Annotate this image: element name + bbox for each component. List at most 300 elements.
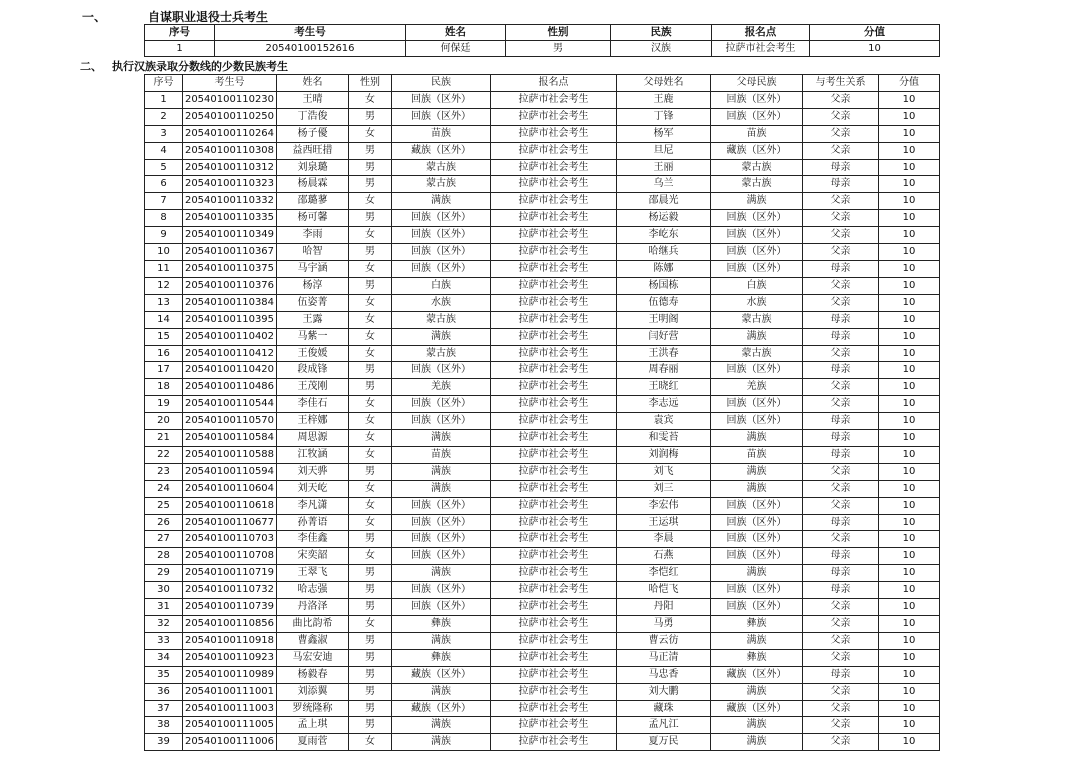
table-cell: 回族（区外） <box>711 244 803 261</box>
table-cell: 回族（区外） <box>392 108 491 125</box>
table-cell: 20540100110376 <box>183 277 277 294</box>
table-cell: 拉萨市社会考生 <box>491 210 617 227</box>
table-cell: 回族（区外） <box>711 260 803 277</box>
table-cell: 回族（区外） <box>711 108 803 125</box>
table-cell: 回族（区外） <box>711 497 803 514</box>
table-cell: 1 <box>145 91 183 108</box>
table-row <box>145 41 940 57</box>
table-cell: 男 <box>349 176 392 193</box>
table-cell: 杨子優 <box>277 125 349 142</box>
table-cell: 拉萨市社会考生 <box>491 463 617 480</box>
table-cell: 拉萨市社会考生 <box>491 159 617 176</box>
table-cell: 母亲 <box>803 548 879 565</box>
table-cell: 拉萨市社会考生 <box>491 514 617 531</box>
table-cell: 女 <box>349 260 392 277</box>
table-cell: 母亲 <box>803 176 879 193</box>
table-cell: 乌兰 <box>617 176 711 193</box>
table-cell: 邵璐蓼 <box>277 193 349 210</box>
table-cell: 母亲 <box>803 565 879 582</box>
column-header: 民族 <box>611 25 712 41</box>
table-cell: 刘润梅 <box>617 446 711 463</box>
table-cell: 10 <box>879 430 940 447</box>
table-cell: 母亲 <box>803 446 879 463</box>
table-cell: 10 <box>879 480 940 497</box>
table-cell: 23 <box>145 463 183 480</box>
table-row <box>145 548 940 565</box>
table-cell: 满族 <box>392 193 491 210</box>
table-cell: 李佳石 <box>277 396 349 413</box>
table-cell: 12 <box>145 277 183 294</box>
table-cell: 杨运毅 <box>617 210 711 227</box>
table-cell: 拉萨市社会考生 <box>491 345 617 362</box>
table-cell: 20540100110584 <box>183 430 277 447</box>
table-cell: 男 <box>349 632 392 649</box>
table-cell: 10 <box>879 210 940 227</box>
table-cell: 邵晨光 <box>617 193 711 210</box>
table-cell: 回族（区外） <box>392 227 491 244</box>
table-cell: 拉萨市社会考生 <box>712 41 810 57</box>
table-cell: 回族（区外） <box>711 227 803 244</box>
table-cell: 36 <box>145 683 183 700</box>
table-row <box>145 294 940 311</box>
table-cell: 拉萨市社会考生 <box>491 227 617 244</box>
table-cell: 20540100110588 <box>183 446 277 463</box>
column-header: 父母姓名 <box>617 75 711 92</box>
table-cell: 10 <box>879 345 940 362</box>
table-cell: 父亲 <box>803 599 879 616</box>
table-cell: 拉萨市社会考生 <box>491 717 617 734</box>
table-cell: 父亲 <box>803 616 879 633</box>
table-cell: 31 <box>145 599 183 616</box>
table-cell: 刘三 <box>617 480 711 497</box>
table-cell: 刘大鹏 <box>617 683 711 700</box>
table-cell: 回族（区外） <box>711 413 803 430</box>
table-cell: 回族（区外） <box>392 582 491 599</box>
table-cell: 男 <box>349 717 392 734</box>
section1-table-body <box>145 41 940 57</box>
table-cell: 满族 <box>711 480 803 497</box>
section1-header-row <box>145 25 940 41</box>
table-cell: 男 <box>349 142 392 159</box>
table-cell: 蒙古族 <box>711 345 803 362</box>
table-cell: 王晓红 <box>617 379 711 396</box>
table-cell: 7 <box>145 193 183 210</box>
table-cell: 回族（区外） <box>711 210 803 227</box>
table-cell: 拉萨市社会考生 <box>491 700 617 717</box>
table-cell: 20540100110923 <box>183 649 277 666</box>
table-cell: 10 <box>879 193 940 210</box>
table-cell: 王梓娜 <box>277 413 349 430</box>
table-cell: 母亲 <box>803 666 879 683</box>
table-cell: 男 <box>349 362 392 379</box>
table-cell: 20540100110570 <box>183 413 277 430</box>
table-cell: 回族（区外） <box>711 514 803 531</box>
table-cell: 拉萨市社会考生 <box>491 649 617 666</box>
table-cell: 周春丽 <box>617 362 711 379</box>
table-cell: 14 <box>145 311 183 328</box>
table-row <box>145 430 940 447</box>
table-cell: 20540100110332 <box>183 193 277 210</box>
table-cell: 20540100110604 <box>183 480 277 497</box>
table-cell: 王明阁 <box>617 311 711 328</box>
table-cell: 女 <box>349 328 392 345</box>
table-cell: 10 <box>879 717 940 734</box>
table-cell: 羌族 <box>711 379 803 396</box>
table-cell: 父亲 <box>803 193 879 210</box>
table-cell: 拉萨市社会考生 <box>491 362 617 379</box>
table-cell: 回族（区外） <box>392 396 491 413</box>
table-row <box>145 176 940 193</box>
section1-title: 自谋职业退役士兵考生 <box>148 10 269 24</box>
table-cell: 水族 <box>711 294 803 311</box>
table-row <box>145 717 940 734</box>
table-cell: 10 <box>879 277 940 294</box>
table-cell: 杨军 <box>617 125 711 142</box>
table-row <box>145 142 940 159</box>
table-row <box>145 227 940 244</box>
table-cell: 男 <box>506 41 611 57</box>
table-cell: 藏族（区外） <box>392 666 491 683</box>
column-header: 报名点 <box>712 25 810 41</box>
table-cell: 和雯苔 <box>617 430 711 447</box>
table-cell: 38 <box>145 717 183 734</box>
table-cell: 25 <box>145 497 183 514</box>
table-cell: 10 <box>879 649 940 666</box>
table-cell: 伍德寿 <box>617 294 711 311</box>
table-cell: 刘飞 <box>617 463 711 480</box>
table-cell: 父亲 <box>803 734 879 751</box>
section1-heading <box>82 8 268 25</box>
table-cell: 20540100110384 <box>183 294 277 311</box>
table-row <box>145 463 940 480</box>
table-row <box>145 565 940 582</box>
table-cell: 父亲 <box>803 683 879 700</box>
table-cell: 20540100110312 <box>183 159 277 176</box>
table-cell: 27 <box>145 531 183 548</box>
table-cell: 20540100110250 <box>183 108 277 125</box>
table-cell: 蒙古族 <box>392 345 491 362</box>
table-cell: 彝族 <box>711 616 803 633</box>
table-cell: 22 <box>145 446 183 463</box>
table-cell: 父亲 <box>803 463 879 480</box>
table-cell: 旦尼 <box>617 142 711 159</box>
table-cell: 父亲 <box>803 396 879 413</box>
table-cell: 拉萨市社会考生 <box>491 632 617 649</box>
table-cell: 蒙古族 <box>392 311 491 328</box>
table-cell: 18 <box>145 379 183 396</box>
table-cell: 回族（区外） <box>392 362 491 379</box>
table-cell: 男 <box>349 277 392 294</box>
table-cell: 周思源 <box>277 430 349 447</box>
table-cell: 拉萨市社会考生 <box>491 480 617 497</box>
table-cell: 20540100110402 <box>183 328 277 345</box>
section2-title: 执行汉族录取分数线的少数民族考生 <box>112 60 288 73</box>
table-cell: 男 <box>349 210 392 227</box>
table-cell: 母亲 <box>803 514 879 531</box>
table-cell: 母亲 <box>803 159 879 176</box>
table-row <box>145 683 940 700</box>
table-cell: 父亲 <box>803 649 879 666</box>
table-cell: 满族 <box>711 683 803 700</box>
table-cell: 曹云彷 <box>617 632 711 649</box>
table-row <box>145 734 940 751</box>
table-cell: 20540100110308 <box>183 142 277 159</box>
table-cell: 10 <box>879 514 940 531</box>
table-cell: 满族 <box>711 565 803 582</box>
table-cell: 拉萨市社会考生 <box>491 413 617 430</box>
table-cell: 水族 <box>392 294 491 311</box>
table-row <box>145 210 940 227</box>
table-cell: 10 <box>879 227 940 244</box>
table-cell: 满族 <box>392 632 491 649</box>
table-cell: 女 <box>349 396 392 413</box>
table-cell: 满族 <box>711 734 803 751</box>
table-cell: 20540100152616 <box>215 41 406 57</box>
table-row <box>145 277 940 294</box>
table-cell: 李雨 <box>277 227 349 244</box>
table-cell: 女 <box>349 446 392 463</box>
table-cell: 哈志强 <box>277 582 349 599</box>
table-cell: 20540100110703 <box>183 531 277 548</box>
table-cell: 彝族 <box>392 649 491 666</box>
table-cell: 拉萨市社会考生 <box>491 176 617 193</box>
table-cell: 宋奕韶 <box>277 548 349 565</box>
table-cell: 28 <box>145 548 183 565</box>
table-cell: 哈继兵 <box>617 244 711 261</box>
section2-heading <box>80 58 288 74</box>
table-cell: 母亲 <box>803 260 879 277</box>
table-cell: 20540100110677 <box>183 514 277 531</box>
table-cell: 母亲 <box>803 413 879 430</box>
table-cell: 19 <box>145 396 183 413</box>
table-cell: 20540100110420 <box>183 362 277 379</box>
table-cell: 拉萨市社会考生 <box>491 666 617 683</box>
table-cell: 杨国栋 <box>617 277 711 294</box>
table-cell: 20540100110708 <box>183 548 277 565</box>
table-cell: 父亲 <box>803 277 879 294</box>
table-cell: 拉萨市社会考生 <box>491 294 617 311</box>
table-cell: 10 <box>879 700 940 717</box>
table-cell: 刘泉璐 <box>277 159 349 176</box>
table-cell: 杨晨霖 <box>277 176 349 193</box>
table-cell: 20540100110739 <box>183 599 277 616</box>
table-cell: 10 <box>145 244 183 261</box>
table-cell: 20540100110732 <box>183 582 277 599</box>
table-cell: 10 <box>879 159 940 176</box>
table-cell: 父亲 <box>803 244 879 261</box>
table-row <box>145 91 940 108</box>
table-cell: 拉萨市社会考生 <box>491 108 617 125</box>
table-row <box>145 108 940 125</box>
table-row <box>145 193 940 210</box>
table-cell: 男 <box>349 582 392 599</box>
column-header: 分值 <box>879 75 940 92</box>
column-header: 父母民族 <box>711 75 803 92</box>
table-cell: 回族（区外） <box>711 548 803 565</box>
table-cell: 彝族 <box>392 616 491 633</box>
table-cell: 3 <box>145 125 183 142</box>
table-cell: 女 <box>349 294 392 311</box>
table-cell: 杨淳 <box>277 277 349 294</box>
table-cell: 10 <box>879 142 940 159</box>
table-cell: 32 <box>145 616 183 633</box>
table-cell: 李恺红 <box>617 565 711 582</box>
table-cell: 拉萨市社会考生 <box>491 193 617 210</box>
table-cell: 王俊媛 <box>277 345 349 362</box>
table-cell: 10 <box>879 328 940 345</box>
table-cell: 10 <box>879 683 940 700</box>
table-cell: 回族（区外） <box>711 531 803 548</box>
table-cell: 满族 <box>711 717 803 734</box>
table-cell: 男 <box>349 649 392 666</box>
table-cell: 10 <box>879 108 940 125</box>
table-cell: 父亲 <box>803 632 879 649</box>
table-cell: 回族（区外） <box>711 599 803 616</box>
table-cell: 父亲 <box>803 531 879 548</box>
table-cell: 10 <box>879 260 940 277</box>
table-cell: 王洪春 <box>617 345 711 362</box>
table-cell: 21 <box>145 430 183 447</box>
table-cell: 石燕 <box>617 548 711 565</box>
table-cell: 20540100111006 <box>183 734 277 751</box>
table-row <box>145 700 940 717</box>
table-row <box>145 649 940 666</box>
table-cell: 10 <box>879 311 940 328</box>
table-cell: 29 <box>145 565 183 582</box>
table-cell: 父亲 <box>803 91 879 108</box>
table-cell: 回族（区外） <box>711 91 803 108</box>
table-cell: 女 <box>349 345 392 362</box>
table-cell: 袁宾 <box>617 413 711 430</box>
table-cell: 藏族（区外） <box>711 142 803 159</box>
table-cell: 回族（区外） <box>392 531 491 548</box>
table-cell: 江牧涵 <box>277 446 349 463</box>
table-cell: 10 <box>879 362 940 379</box>
table-cell: 白族 <box>711 277 803 294</box>
table-row <box>145 497 940 514</box>
table-cell: 满族 <box>711 328 803 345</box>
table-cell: 20540100110719 <box>183 565 277 582</box>
table-cell: 王露 <box>277 311 349 328</box>
table-cell: 拉萨市社会考生 <box>491 244 617 261</box>
table-cell: 何保廷 <box>406 41 506 57</box>
table-cell: 蒙古族 <box>392 159 491 176</box>
table-cell: 李晨 <box>617 531 711 548</box>
table-cell: 拉萨市社会考生 <box>491 277 617 294</box>
table-cell: 蒙古族 <box>711 311 803 328</box>
table-cell: 10 <box>879 599 940 616</box>
table-cell: 10 <box>879 294 940 311</box>
table-cell: 满族 <box>392 430 491 447</box>
table-cell: 拉萨市社会考生 <box>491 582 617 599</box>
table-cell: 5 <box>145 159 183 176</box>
table-cell: 杨可馨 <box>277 210 349 227</box>
table-cell: 父亲 <box>803 480 879 497</box>
table-cell: 20540100111001 <box>183 683 277 700</box>
table-row <box>145 413 940 430</box>
table-cell: 女 <box>349 193 392 210</box>
table-cell: 回族（区外） <box>392 514 491 531</box>
table-cell: 男 <box>349 159 392 176</box>
table-cell: 夏万民 <box>617 734 711 751</box>
table-cell: 20540100110230 <box>183 91 277 108</box>
table-cell: 马忠香 <box>617 666 711 683</box>
table-cell: 藏族（区外） <box>711 700 803 717</box>
table-row <box>145 328 940 345</box>
table-cell: 拉萨市社会考生 <box>491 311 617 328</box>
table-cell: 20540100110618 <box>183 497 277 514</box>
table-cell: 父亲 <box>803 717 879 734</box>
table-cell: 10 <box>879 446 940 463</box>
table-cell: 13 <box>145 294 183 311</box>
table-row <box>145 260 940 277</box>
table-cell: 马紫一 <box>277 328 349 345</box>
table-cell: 拉萨市社会考生 <box>491 548 617 565</box>
section2-number: 二、 <box>80 60 102 73</box>
table-cell: 2 <box>145 108 183 125</box>
table-cell: 15 <box>145 328 183 345</box>
table-cell: 10 <box>879 413 940 430</box>
table-cell: 母亲 <box>803 430 879 447</box>
table-cell: 女 <box>349 480 392 497</box>
table-cell: 拉萨市社会考生 <box>491 734 617 751</box>
table-cell: 王晴 <box>277 91 349 108</box>
table-cell: 30 <box>145 582 183 599</box>
table-cell: 母亲 <box>803 328 879 345</box>
table-cell: 母亲 <box>803 582 879 599</box>
column-header: 报名点 <box>491 75 617 92</box>
table-cell: 羌族 <box>392 379 491 396</box>
section1-table <box>144 24 940 57</box>
table-cell: 回族（区外） <box>392 413 491 430</box>
table-cell: 刘天骅 <box>277 463 349 480</box>
table-cell: 20540100110395 <box>183 311 277 328</box>
table-cell: 伍姿菁 <box>277 294 349 311</box>
table-cell: 曲比韵希 <box>277 616 349 633</box>
table-cell: 33 <box>145 632 183 649</box>
table-cell: 男 <box>349 599 392 616</box>
table-cell: 女 <box>349 430 392 447</box>
table-cell: 拉萨市社会考生 <box>491 616 617 633</box>
table-cell: 10 <box>879 176 940 193</box>
table-cell: 汉族 <box>611 41 712 57</box>
column-header: 民族 <box>392 75 491 92</box>
table-row <box>145 616 940 633</box>
table-cell: 父亲 <box>803 497 879 514</box>
table-cell: 拉萨市社会考生 <box>491 565 617 582</box>
table-cell: 蒙古族 <box>711 176 803 193</box>
table-cell: 拉萨市社会考生 <box>491 260 617 277</box>
table-cell: 王运琪 <box>617 514 711 531</box>
table-cell: 20540100110486 <box>183 379 277 396</box>
table-cell: 满族 <box>392 717 491 734</box>
table-cell: 马宏安迪 <box>277 649 349 666</box>
table-cell: 拉萨市社会考生 <box>491 446 617 463</box>
table-cell: 李凡潇 <box>277 497 349 514</box>
table-cell: 回族（区外） <box>392 244 491 261</box>
table-cell: 回族（区外） <box>392 548 491 565</box>
table-cell: 37 <box>145 700 183 717</box>
table-cell: 女 <box>349 311 392 328</box>
table-cell: 1 <box>145 41 215 57</box>
table-cell: 李佳鑫 <box>277 531 349 548</box>
table-cell: 夏雨菅 <box>277 734 349 751</box>
table-cell: 20540100110349 <box>183 227 277 244</box>
table-cell: 苗族 <box>711 446 803 463</box>
table-row <box>145 379 940 396</box>
table-cell: 哈智 <box>277 244 349 261</box>
table-cell: 回族（区外） <box>392 497 491 514</box>
